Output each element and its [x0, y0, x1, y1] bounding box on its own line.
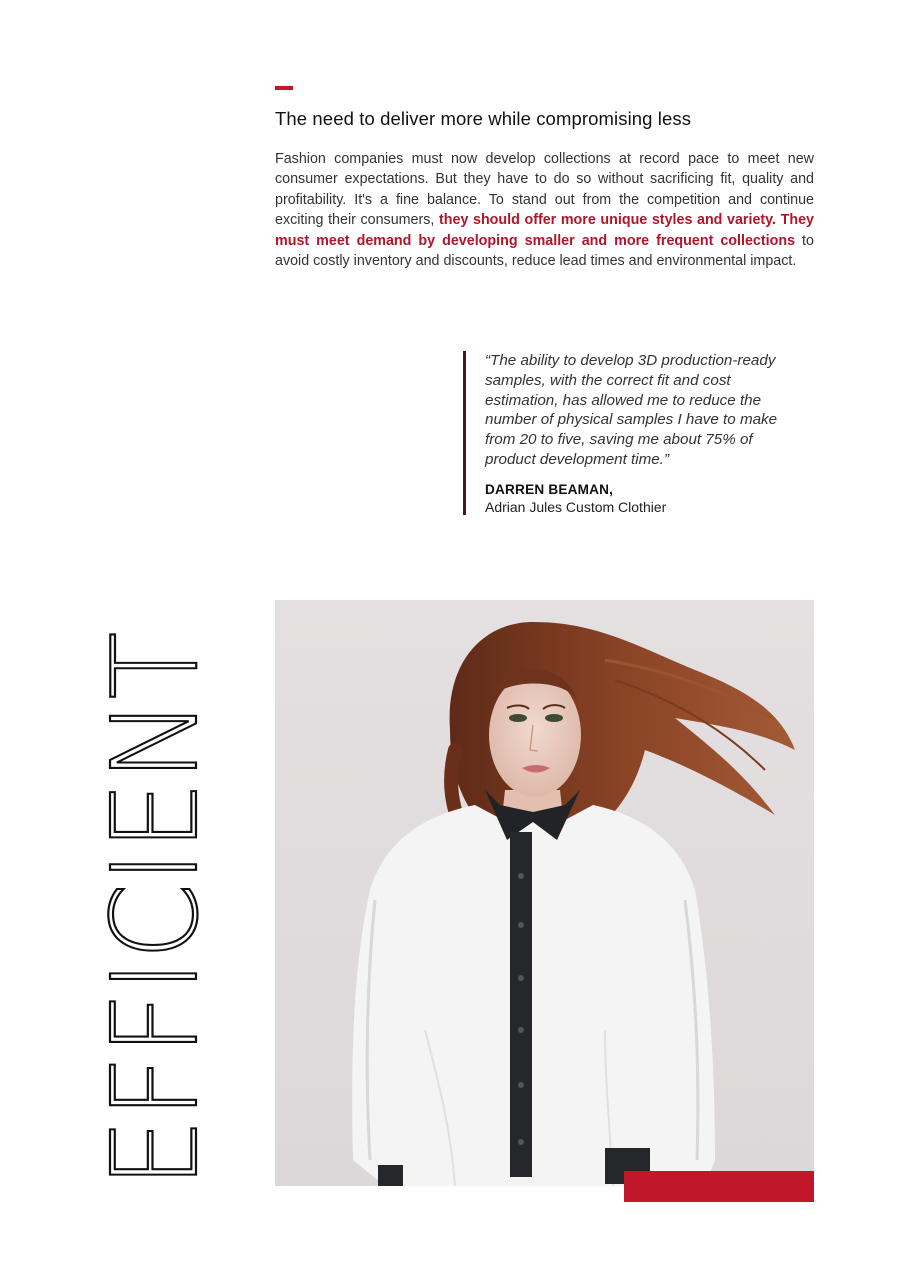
quote-text: “The ability to develop 3D production-ready samples, with the correct fit and cost estimation, has allowed me to reduce the number of physical samples I have to make from 20 to five, saving me about 75% of product development time.” — [485, 352, 778, 468]
model-illustration — [275, 600, 814, 1186]
red-accent-bar — [624, 1171, 814, 1202]
section-heading: The need to deliver more while compromising less — [275, 108, 692, 129]
body-text-intro: Fashion companies must now develop collections at record pace to meet new consumer expectations. But they have to do so without sacrificing fit, quality and profitability. It's a fine balance. To stand out from the competition and continue exciting their consumers, — [275, 151, 814, 229]
quote-author-name: DARREN BEAMAN, — [485, 481, 614, 497]
quote-author-organization: Adrian Jules Custom Clothier — [485, 498, 667, 515]
body-text-highlight: they should offer more unique styles and variety. They must meet demand by developing smaller and more frequent collections — [275, 212, 814, 249]
vertical-title-svg — [86, 590, 224, 1190]
vertical-title-text: EFFICIENT — [86, 590, 224, 1188]
testimonial-quote — [463, 351, 813, 515]
body-text-outro: to avoid costly inventory and discounts, reduce lead times and environmental impact. — [275, 232, 814, 270]
body-paragraph — [275, 149, 814, 271]
red-accent-bar-fill — [624, 1171, 814, 1202]
accent-dash — [275, 86, 293, 90]
vertical-title — [86, 590, 224, 1190]
model-photo — [275, 600, 814, 1186]
